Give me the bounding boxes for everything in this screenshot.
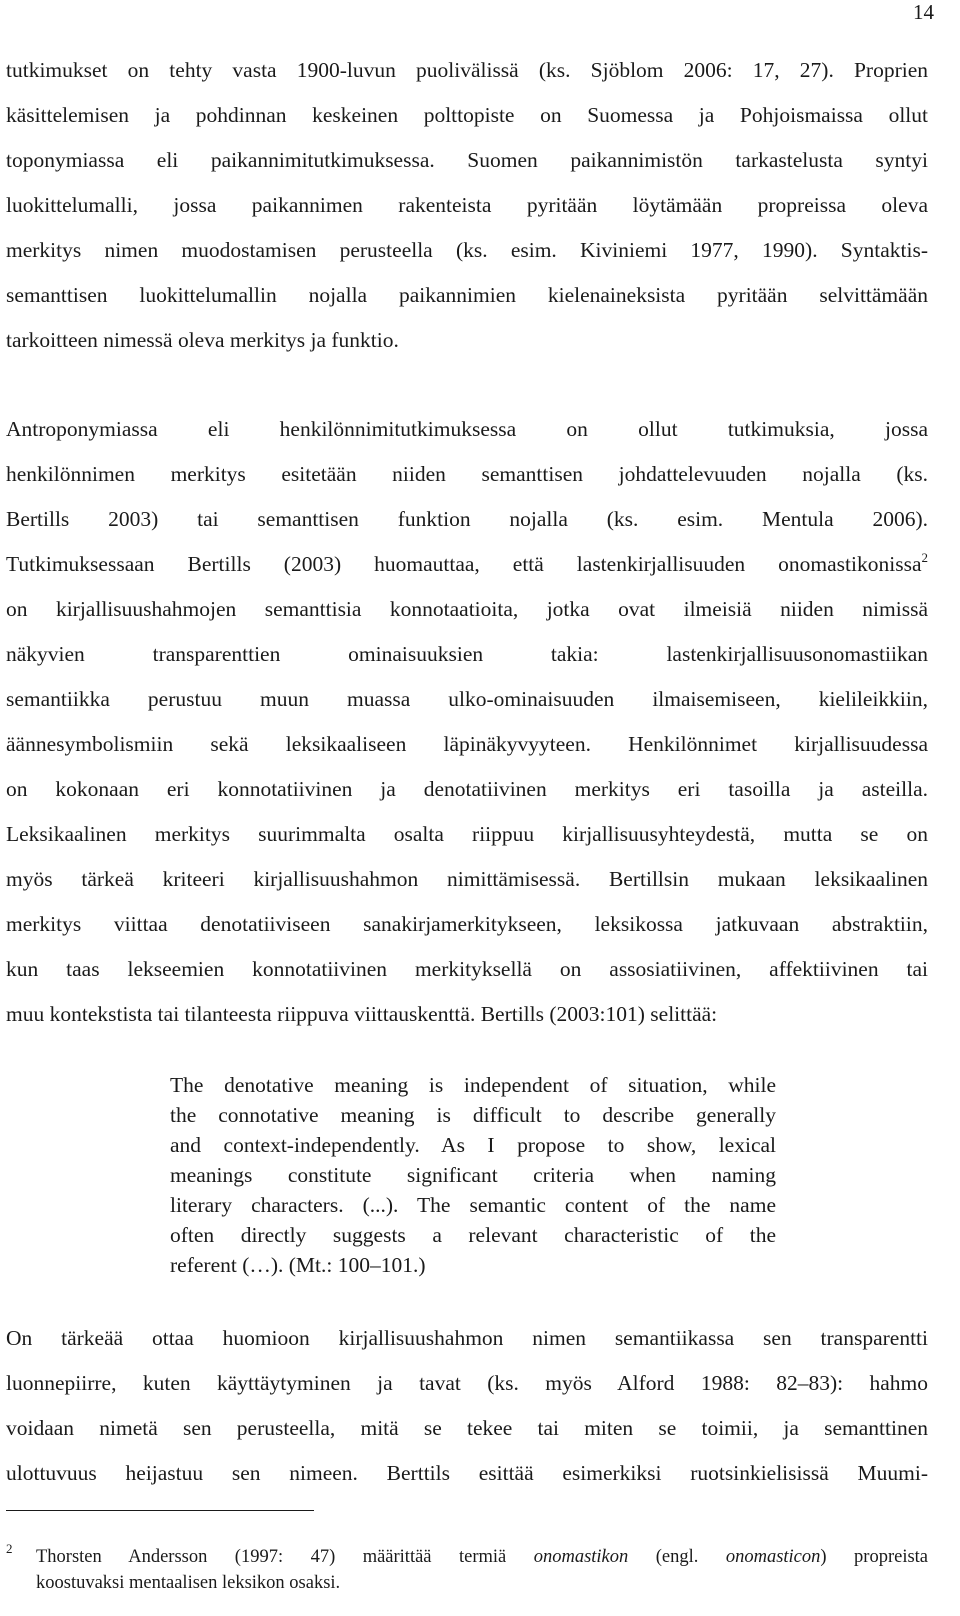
text-line-with-footnote-ref <box>6 542 928 587</box>
text-line: luonnepiirre, kuten käyttäytyminen ja tavat (ks. myös Alford 1988: 82–83): hahmo <box>6 1371 928 1395</box>
text-line: semanttisen luokittelumallin nojalla paikannimien kielenaineksista pyritään selvittämään <box>6 283 928 307</box>
text-line: tutkimukset on tehty vasta 1900-luvun puolivälissä (ks. Sjöblom 2006: 17, 27). Proprien <box>6 58 928 82</box>
text-fragment: ) propreista <box>820 1547 929 1567</box>
footnote-reference[interactable]: 2 <box>921 550 928 565</box>
text-line: ulottuvuus heijastuu sen nimeen. Berttils esittää esimerkiksi ruotsinkielisissä Muumi- <box>6 1461 928 1485</box>
text-line: äännesymbolismiin sekä leksikaaliseen läpinäkyvyyteen. Henkilönnimet kirjallisuudessa <box>6 732 928 756</box>
text-line: henkilönnimen merkitys esitetään niiden semanttisen johdattelevuuden nojalla (ks. <box>6 462 928 486</box>
text-line: voidaan nimetä sen perusteella, mitä se tekee tai miten se toimii, ja semanttinen <box>6 1416 928 1440</box>
text-line: tarkoitteen nimessä oleva merkitys ja funktio. <box>6 328 399 352</box>
text-line: On tärkeää ottaa huomioon kirjallisuushahmon nimen semantiikassa sen transparentti <box>6 1326 928 1350</box>
footnote-line: koostuvaksi mentaalisen leksikon osaksi. <box>36 1573 341 1593</box>
text-line: kun taas lekseemien konnotatiivinen merkityksellä on assosiatiivinen, affektiivinen tai <box>6 957 928 981</box>
term-onomasticon: onomasticon <box>725 1547 821 1567</box>
footnote-separator <box>6 1510 314 1511</box>
term-onomastikon: onomastikon <box>533 1547 629 1567</box>
text-line: semantiikka perustuu muun muassa ulko-ominaisuuden ilmaisemiseen, kielileikkiin, <box>6 687 928 711</box>
text-line: on kokonaan eri konnotatiivinen ja denotatiivinen merkitys eri tasoilla ja asteilla. <box>6 777 928 801</box>
text-line: muu kontekstista tai tilanteesta riippuva viittauskenttä. Bertills (2003:101) selittää: <box>6 1002 718 1026</box>
quote-line: referent (…). (Mt.: 100–101.) <box>170 1253 426 1277</box>
text-line: näkyvien transparenttien ominaisuuksien takia: lastenkirjallisuusonomastiikan <box>6 642 928 666</box>
text-line: Bertills 2003) tai semanttisen funktion nojalla (ks. esim. Mentula 2006). <box>6 507 928 531</box>
footnote-body <box>36 1544 928 1596</box>
block-quote <box>170 1070 776 1280</box>
text-line: merkitys viittaa denotatiiviseen sanakirjamerkitykseen, leksikossa jatkuvaan abstraktiin, <box>6 912 928 936</box>
text-line: luokittelumalli, jossa paikannimen rakenteista pyritään löytämään propreissa oleva <box>6 193 928 217</box>
quote-line: and context-independently. As I propose to show, lexical <box>170 1133 776 1157</box>
text-line: toponymiassa eli paikannimitutkimuksessa. Suomen paikannimistön tarkastelusta syntyi <box>6 148 928 172</box>
page-number: 14 <box>913 0 934 24</box>
text-fragment: (engl. <box>628 1547 726 1567</box>
quote-line: the connotative meaning is difficult to describe generally <box>170 1103 776 1127</box>
text-fragment: Tutkimuksessaan Bertills (2003) huomauttaa, että lastenkirjallisuuden onomastikonissa <box>6 552 922 576</box>
paragraph-3 <box>6 1316 928 1496</box>
quote-line: literary characters. (...). The semantic content of the name <box>170 1193 776 1217</box>
quote-line: meanings constitute significant criteria when naming <box>170 1163 776 1187</box>
quote-line: The denotative meaning is independent of situation, while <box>170 1073 776 1097</box>
text-line: merkitys nimen muodostamisen perusteella (ks. esim. Kiviniemi 1977, 1990). Syntaktis- <box>6 238 928 262</box>
paragraph-2 <box>6 407 928 1037</box>
text-line: on kirjallisuushahmojen semanttisia konnotaatioita, jotka ovat ilmeisiä niiden nimissä <box>6 597 928 621</box>
paragraph-1 <box>6 48 928 363</box>
quote-line: often directly suggests a relevant characteristic of the <box>170 1223 776 1247</box>
footnote-marker: 2 <box>6 1541 13 1556</box>
text-fragment: Thorsten Andersson (1997: 47) määrittää termiä <box>36 1547 534 1567</box>
footnote-line <box>36 1544 928 1570</box>
text-line: myös tärkeä kriteeri kirjallisuushahmon nimittämisessä. Bertillsin mukaan leksikaalinen <box>6 867 928 891</box>
text-line: käsittelemisen ja pohdinnan keskeinen polttopiste on Suomessa ja Pohjoismaissa ollut <box>6 103 928 127</box>
text-line: Leksikaalinen merkitys suurimmalta osalta riippuu kirjallisuusyhteydestä, mutta se on <box>6 822 928 846</box>
text-line: Antroponymiassa eli henkilönnimitutkimuksessa on ollut tutkimuksia, jossa <box>6 417 928 441</box>
